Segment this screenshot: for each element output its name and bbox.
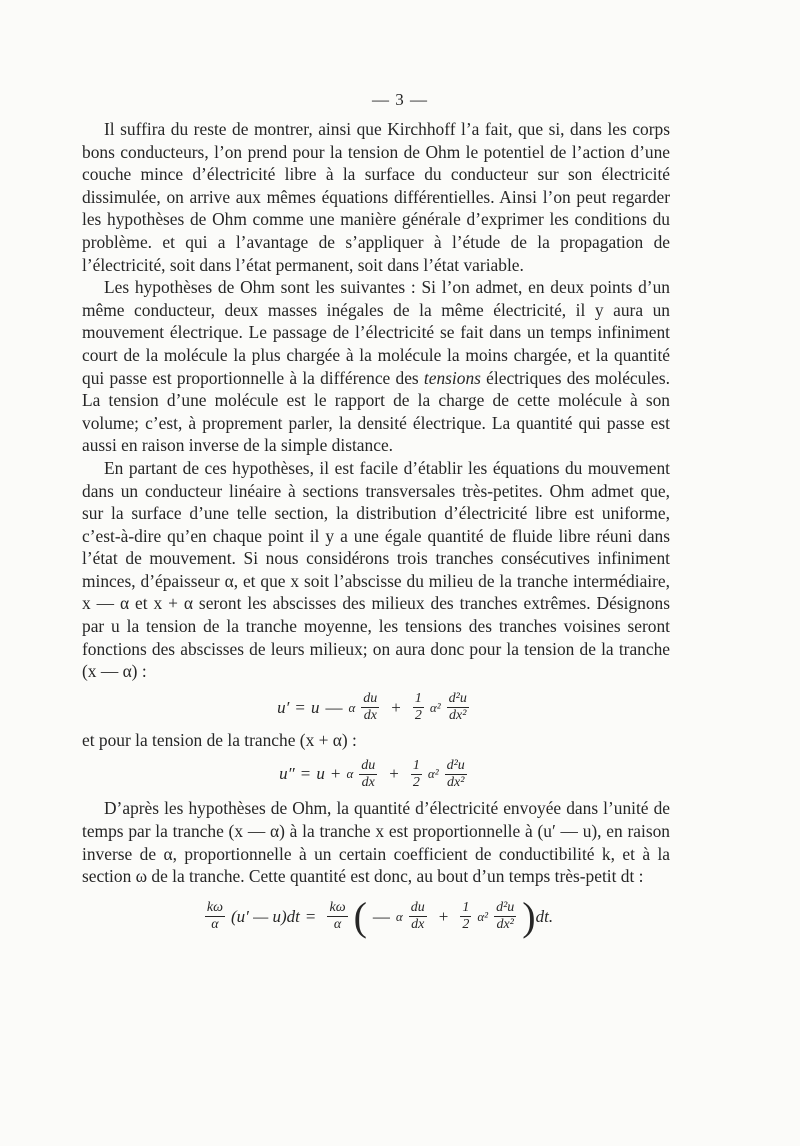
text-body [82, 118, 670, 940]
eq3-dt: dt. [535, 906, 554, 926]
eq3-k-omega-rhs: kω [329, 900, 346, 916]
eq3-derivative [409, 900, 427, 933]
eq1-dx: dx [363, 708, 377, 724]
eq3-alpha-denominator-rhs: α [333, 917, 342, 933]
eq3-d2u: d²u [496, 900, 515, 916]
eq3-k-omega-over-alpha-rhs [327, 900, 347, 933]
eq2-alpha-squared: α² [427, 766, 439, 782]
eq3-k-omega: kω [206, 900, 223, 916]
eq2-u: u [316, 764, 325, 784]
eq3-alpha-squared: α² [477, 908, 489, 924]
equation-3 [82, 894, 670, 940]
paragraph-5: D’après les hypothèses de Ohm, la quantité d’électricité envoyée dans l’unité de temps par la tranche (x — α) à la tranche x est proportionnelle à (u′ — u), en raison inverse de α, proportionnelle à un certain coefficient de conductibilité k, et à la section ω de la tranche. Cette quantité est donc, au bout d’un temps très-petit dt : [82, 798, 670, 887]
eq3-two: 2 [462, 917, 470, 933]
paragraph-1: Il suffira du reste de montrer, ainsi que Kirchhoff l’a fait, que si, dans les corps bons conducteurs, l’on prend pour la tension de Ohm le potentiel de l’action d’une couche mince d’électricité libre à la surface du conducteur sur son électricité dissimulée, on arrive aux mêmes équations différentielles. Ainsi l’on peut regarder les hypothèses de Ohm comme une manière générale d’exprimer les conditions du problème. et qui a l’avantage de s’appliquer à l’étude de la propagation de l’électricité, soit dans l’état permanent, soit dans l’état variable. [82, 119, 670, 275]
eq1-d2u: d²u [448, 691, 467, 707]
eq1-u: u [310, 697, 320, 717]
eq1-plus: + [391, 697, 401, 717]
paragraph-2-part-b: électriques des molécules. La tension d’une molécule est le rapport de la charge de cette molécule à son volume; c’est, à proprement parler, la densité électrique. La quantité qui passe est aussi en raison inverse de la simple distance. [82, 367, 670, 456]
eq1-one: 1 [414, 691, 422, 707]
eq3-k-omega-over-alpha [205, 900, 225, 933]
eq3-alpha-denominator: α [211, 917, 219, 933]
eq2-d2u: d²u [446, 757, 465, 773]
eq2-half [411, 758, 422, 791]
page-number: — 3 — [372, 90, 428, 109]
eq3-dx2: dx² [496, 917, 514, 933]
eq3-close-paren: ) [522, 893, 536, 939]
eq2-lhs: u″ [279, 764, 295, 784]
eq3-open-paren: ( [353, 893, 367, 939]
eq1-half [413, 691, 424, 724]
eq2-equals: = [300, 764, 311, 784]
eq2-one: 1 [412, 757, 420, 773]
eq3-minus: — [372, 906, 390, 926]
eq1-derivative [361, 691, 379, 724]
equation-1 [82, 687, 670, 729]
eq2-derivative [359, 758, 377, 791]
emphasis-tensions: tensions [423, 367, 481, 388]
paragraph-4: et pour la tension de la tranche (x + α) : [82, 729, 357, 750]
eq1-dx2: dx² [449, 708, 467, 724]
eq1-alpha-squared: α² [429, 699, 441, 715]
eq2-du: du [361, 757, 376, 773]
eq3-equals: = [305, 906, 316, 926]
eq1-du: du [363, 691, 378, 707]
eq3-half [460, 900, 471, 933]
eq3-one: 1 [462, 900, 470, 916]
eq1-minus: — [325, 697, 343, 717]
eq3-alpha: α [395, 908, 403, 924]
eq2-plus-2: + [389, 764, 399, 784]
paragraph-2-part-a: Les hypothèses de Ohm sont les suivantes : Si l’on admet, en deux points d’un même conducteur, deux masses inégales de la même électricité, il y aura un mouvement électrique. Le passage de l’électricité se fait dans un temps infiniment court de la molécule la plus chargée à la molécule la moins chargée, et la quantité qui passe est proportionnelle à la différence des [82, 277, 670, 388]
eq1-equals: = [295, 697, 305, 717]
eq3-dx: dx [411, 917, 425, 933]
eq1-two: 2 [414, 708, 422, 724]
eq1-lhs: u′ [277, 697, 290, 717]
eq2-plus-1: + [330, 764, 341, 784]
eq2-dx: dx [361, 774, 375, 790]
eq3-difference: (u′ — u)dt [231, 906, 300, 926]
eq2-dx2: dx² [447, 774, 465, 790]
eq1-alpha: α [348, 699, 356, 715]
eq3-du: du [410, 900, 425, 916]
paragraph-2 [82, 276, 670, 457]
eq2-second-derivative [445, 758, 467, 791]
eq3-plus: + [438, 906, 449, 926]
eq2-two: 2 [412, 774, 420, 790]
eq2-alpha: α [346, 766, 354, 782]
eq1-second-derivative [447, 691, 469, 724]
equation-2 [82, 753, 670, 795]
eq3-second-derivative [494, 900, 516, 933]
paragraph-3: En partant de ces hypothèses, il est facile d’établir les équations du mouvement dans un conducteur linéaire à sections transversales très-petites. Ohm admet que, sur la surface d’une telle section, la distribution d’électricité libre est uniforme, c’est-à-dire qu’en chaque point il y a une égale quantité de fluide libre réuni dans l’état de mouvement. Si nous considérons trois tranches consécutives infiniment minces, d’épaisseur α, et que x soit l’abscisse du milieu de la tranche intermédiaire, x — α et x + α seront les abscisses des milieux des tranches extrêmes. Désignons par u la tension de la tranche moyenne, les tensions des tranches voisines seront fonctions des abscisses de leurs milieux; on aura donc pour la tension de la tranche (x — α) : [82, 457, 670, 682]
